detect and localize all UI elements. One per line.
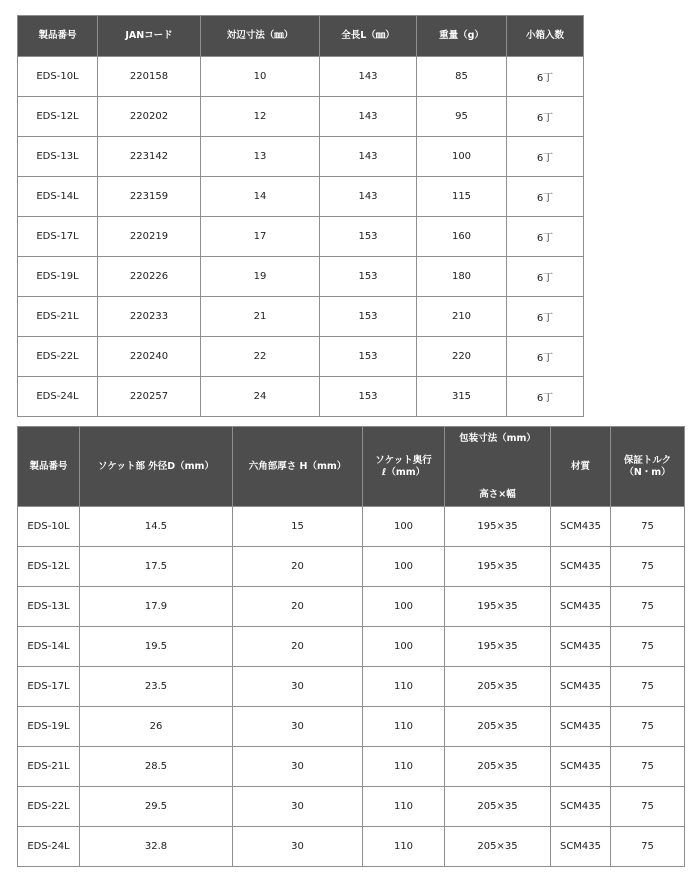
table-row (18, 787, 685, 827)
cell-weight: 85 (417, 57, 507, 97)
col-header-torque-line2: （N・m） (624, 466, 671, 478)
table-row (18, 97, 584, 137)
col-header-socket-depth-line1: ソケット奥行 (375, 454, 432, 466)
col-header-product-no: 製品番号 (18, 427, 80, 507)
cell-width-across-flats: 24 (201, 377, 320, 417)
cell-hex-thickness: 15 (233, 507, 363, 547)
cell-jan-code: 220226 (98, 257, 201, 297)
cell-box-qty: 6丁 (507, 217, 584, 257)
cell-width-across-flats: 12 (201, 97, 320, 137)
col-header-box-qty: 小箱入数 (507, 16, 584, 57)
cell-socket-depth: 110 (363, 667, 445, 707)
cell-box-qty: 6丁 (507, 57, 584, 97)
cell-socket-outer-diameter: 23.5 (80, 667, 233, 707)
cell-material: SCM435 (551, 747, 611, 787)
cell-product-no: EDS-17L (18, 217, 98, 257)
cell-guaranteed-torque: 75 (611, 827, 685, 867)
cell-width-across-flats: 13 (201, 137, 320, 177)
cell-jan-code: 220233 (98, 297, 201, 337)
cell-material: SCM435 (551, 507, 611, 547)
cell-hex-thickness: 30 (233, 787, 363, 827)
cell-hex-thickness: 30 (233, 667, 363, 707)
cell-guaranteed-torque: 75 (611, 587, 685, 627)
cell-weight: 115 (417, 177, 507, 217)
col-header-package-size-sub: 高さ×幅 (479, 488, 516, 500)
cell-material: SCM435 (551, 547, 611, 587)
table-row (18, 707, 685, 747)
cell-guaranteed-torque: 75 (611, 547, 685, 587)
col-header-weight: 重量（g） (417, 16, 507, 57)
cell-product-no: EDS-13L (18, 137, 98, 177)
cell-socket-outer-diameter: 29.5 (80, 787, 233, 827)
cell-overall-length: 143 (320, 97, 417, 137)
cell-material: SCM435 (551, 667, 611, 707)
cell-width-across-flats: 10 (201, 57, 320, 97)
cell-product-no: EDS-12L (18, 547, 80, 587)
col-header-product-no: 製品番号 (18, 16, 98, 57)
col-header-jan-code: JANコード (98, 16, 201, 57)
cell-socket-depth: 100 (363, 547, 445, 587)
cell-box-qty: 6丁 (507, 177, 584, 217)
cell-package-size: 205×35 (445, 707, 551, 747)
cell-jan-code: 223142 (98, 137, 201, 177)
cell-material: SCM435 (551, 707, 611, 747)
cell-overall-length: 153 (320, 297, 417, 337)
cell-guaranteed-torque: 75 (611, 787, 685, 827)
cell-product-no: EDS-14L (18, 177, 98, 217)
cell-hex-thickness: 30 (233, 747, 363, 787)
cell-weight: 160 (417, 217, 507, 257)
cell-socket-depth: 100 (363, 627, 445, 667)
cell-guaranteed-torque: 75 (611, 707, 685, 747)
cell-socket-depth: 100 (363, 587, 445, 627)
cell-socket-outer-diameter: 17.9 (80, 587, 233, 627)
cell-weight: 315 (417, 377, 507, 417)
cell-package-size: 195×35 (445, 587, 551, 627)
cell-package-size: 195×35 (445, 547, 551, 587)
cell-overall-length: 143 (320, 177, 417, 217)
cell-material: SCM435 (551, 627, 611, 667)
cell-width-across-flats: 22 (201, 337, 320, 377)
cell-product-no: EDS-17L (18, 667, 80, 707)
table-row (18, 177, 584, 217)
cell-hex-thickness: 20 (233, 627, 363, 667)
col-header-overall-length: 全長L（㎜） (320, 16, 417, 57)
cell-socket-depth: 110 (363, 747, 445, 787)
cell-product-no: EDS-19L (18, 707, 80, 747)
cell-package-size: 205×35 (445, 667, 551, 707)
spec-table-socket (17, 426, 685, 867)
table-header-row (18, 427, 685, 507)
cell-product-no: EDS-19L (18, 257, 98, 297)
cell-socket-outer-diameter: 14.5 (80, 507, 233, 547)
cell-material: SCM435 (551, 587, 611, 627)
cell-package-size: 205×35 (445, 827, 551, 867)
cell-width-across-flats: 21 (201, 297, 320, 337)
cell-hex-thickness: 30 (233, 827, 363, 867)
table-row (18, 57, 584, 97)
cell-overall-length: 143 (320, 137, 417, 177)
cell-width-across-flats: 19 (201, 257, 320, 297)
cell-width-across-flats: 14 (201, 177, 320, 217)
col-header-material: 材質 (551, 427, 611, 507)
cell-box-qty: 6丁 (507, 257, 584, 297)
cell-overall-length: 153 (320, 217, 417, 257)
cell-product-no: EDS-24L (18, 377, 98, 417)
cell-socket-depth: 110 (363, 827, 445, 867)
table-row (18, 507, 685, 547)
table-row (18, 377, 584, 417)
table-row (18, 547, 685, 587)
cell-width-across-flats: 17 (201, 217, 320, 257)
cell-overall-length: 153 (320, 337, 417, 377)
col-header-width-across-flats: 対辺寸法（㎜） (201, 16, 320, 57)
cell-package-size: 205×35 (445, 787, 551, 827)
cell-weight: 100 (417, 137, 507, 177)
table-row (18, 297, 584, 337)
cell-box-qty: 6丁 (507, 97, 584, 137)
table-row (18, 627, 685, 667)
cell-weight: 210 (417, 297, 507, 337)
cell-box-qty: 6丁 (507, 297, 584, 337)
cell-jan-code: 220158 (98, 57, 201, 97)
table-row (18, 217, 584, 257)
cell-product-no: EDS-10L (18, 57, 98, 97)
cell-product-no: EDS-21L (18, 297, 98, 337)
cell-product-no: EDS-21L (18, 747, 80, 787)
cell-jan-code: 220240 (98, 337, 201, 377)
cell-overall-length: 143 (320, 57, 417, 97)
cell-weight: 95 (417, 97, 507, 137)
col-header-package-size-title: 包装寸法（mm） (459, 432, 536, 444)
cell-socket-depth: 110 (363, 707, 445, 747)
table-row (18, 747, 685, 787)
cell-socket-outer-diameter: 32.8 (80, 827, 233, 867)
cell-socket-outer-diameter: 17.5 (80, 547, 233, 587)
cell-box-qty: 6丁 (507, 137, 584, 177)
cell-package-size: 195×35 (445, 507, 551, 547)
cell-product-no: EDS-14L (18, 627, 80, 667)
cell-product-no: EDS-22L (18, 337, 98, 377)
cell-jan-code: 220202 (98, 97, 201, 137)
cell-socket-depth: 110 (363, 787, 445, 827)
col-header-package-size (445, 427, 551, 507)
col-header-socket-outer-diameter: ソケット部 外径D（mm） (80, 427, 233, 507)
cell-material: SCM435 (551, 827, 611, 867)
table-row (18, 137, 584, 177)
cell-socket-outer-diameter: 19.5 (80, 627, 233, 667)
table-row (18, 337, 584, 377)
cell-product-no: EDS-22L (18, 787, 80, 827)
col-header-socket-depth-line2: ℓ（mm） (381, 466, 426, 478)
col-header-socket-depth (363, 427, 445, 507)
table-row (18, 587, 685, 627)
cell-guaranteed-torque: 75 (611, 747, 685, 787)
cell-jan-code: 220257 (98, 377, 201, 417)
cell-weight: 220 (417, 337, 507, 377)
spec-table-dimensions (17, 15, 584, 417)
table-row (18, 667, 685, 707)
cell-jan-code: 223159 (98, 177, 201, 217)
cell-box-qty: 6丁 (507, 377, 584, 417)
cell-jan-code: 220219 (98, 217, 201, 257)
cell-hex-thickness: 20 (233, 547, 363, 587)
table-header-row (18, 16, 584, 57)
cell-material: SCM435 (551, 787, 611, 827)
cell-product-no: EDS-12L (18, 97, 98, 137)
col-header-guaranteed-torque (611, 427, 685, 507)
cell-socket-depth: 100 (363, 507, 445, 547)
cell-box-qty: 6丁 (507, 337, 584, 377)
table-row (18, 257, 584, 297)
cell-package-size: 195×35 (445, 627, 551, 667)
cell-product-no: EDS-13L (18, 587, 80, 627)
cell-guaranteed-torque: 75 (611, 507, 685, 547)
cell-hex-thickness: 20 (233, 587, 363, 627)
cell-guaranteed-torque: 75 (611, 667, 685, 707)
cell-overall-length: 153 (320, 377, 417, 417)
col-header-hex-thickness: 六角部厚さ H（mm） (233, 427, 363, 507)
cell-hex-thickness: 30 (233, 707, 363, 747)
cell-overall-length: 153 (320, 257, 417, 297)
cell-weight: 180 (417, 257, 507, 297)
cell-package-size: 205×35 (445, 747, 551, 787)
cell-socket-outer-diameter: 26 (80, 707, 233, 747)
cell-product-no: EDS-24L (18, 827, 80, 867)
col-header-torque-line1: 保証トルク (623, 454, 672, 466)
cell-product-no: EDS-10L (18, 507, 80, 547)
cell-socket-outer-diameter: 28.5 (80, 747, 233, 787)
table-row (18, 827, 685, 867)
cell-guaranteed-torque: 75 (611, 627, 685, 667)
